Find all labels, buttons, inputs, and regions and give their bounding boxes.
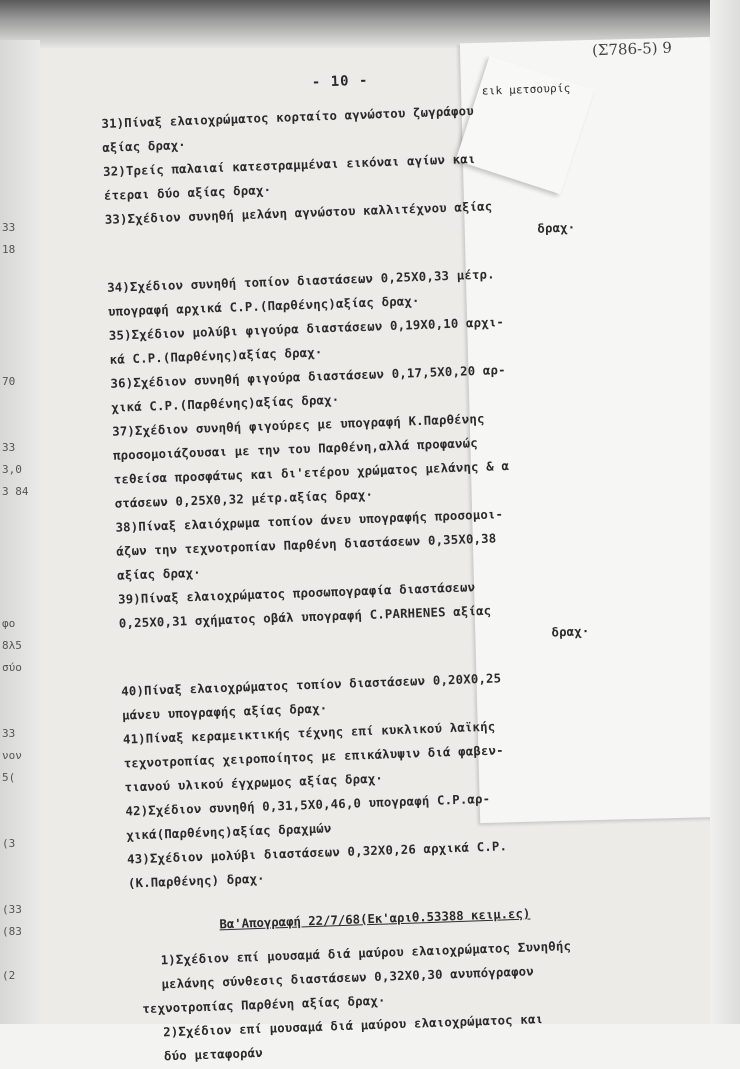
inventory-line: δραχ· (537, 220, 576, 236)
inventory-line: χικά(Παρθένης)αξίας δραχμών (126, 821, 332, 843)
inventory-line: 35)Σχέδιον μολύβι φιγούρα διαστάσεων 0,19X0,10 αρχι- (108, 315, 505, 343)
margin-mark: (2 (2, 969, 16, 982)
margin-mark (2, 591, 40, 613)
section-lines (130, 933, 614, 1069)
section-line: 2)Σχέδιον επί μουσαμά διά μαύρου ελαιοχρώματος και (162, 1012, 544, 1040)
inventory-line: τεχνοτροπίας χειροποίητος με επικάλυψιν διά φαβεν- (123, 743, 504, 771)
margin-mark (2, 525, 40, 547)
inventory-line: 37)Σχέδιον συνηθή φιγούρες με υπογραφή Κ.Παρθένης (111, 411, 485, 439)
margin-mark (2, 415, 40, 437)
margin-mark: (83 (2, 925, 22, 938)
inventory-line: έτεραι δύο αξίας δραχ· (103, 183, 272, 203)
inventory-line: 40)Πίναξ ελαιοχρώματος τοπίον διαστάσεων 0,20X0,25 (121, 671, 502, 699)
margin-mark: 18 (2, 243, 16, 256)
margin-mark (2, 811, 40, 833)
inventory-line: προσομοιάζουσαι με την του Παρθένη,αλλά προφανώς (112, 436, 479, 463)
inventory-line: 34)Σχέδιον συνηθή τοπίον διαστάσεων 0,25X0,33 μέτρ. (106, 267, 495, 295)
margin-mark: 8λ5 (2, 639, 22, 652)
inventory-line: στάσεων 0,25X0,32 μέτρ.αξίας δραχ· (114, 487, 374, 511)
inventory-line: κά C.P.(Παρθένης)αξίας δραχ· (109, 345, 323, 367)
inventory-line: 41)Πίναξ κεραμεικτικής τέχνης επί κυκλικού λαϊκής (122, 719, 496, 747)
inventory-line: 36)Σχέδιον συνηθή φιγούρα διαστάσεων 0,17,5X0,20 αρ- (110, 363, 506, 391)
section-title: Βα'Απογραφή 22/7/68(Εκ'αριθ.53388 κειμ.ες) (219, 906, 531, 932)
left-margin-marks (2, 195, 40, 987)
inventory-line: 39)Πίναξ ελαιοχρώματος προσωπογραφία διαστάσεων (117, 580, 476, 607)
margin-mark: 3 84 (2, 485, 29, 498)
margin-mark (2, 679, 40, 701)
inventory-line: τεθείσα προσφάτως και δι'ετέρου χρώματος μελάνης & α (113, 458, 510, 487)
inventory-line: 32)Τρείς παλαιαί κατεστραμμέναι εικόναι αγίων και (102, 151, 476, 179)
inventory-line: 33)Σχέδιον συνηθή μελάνη αγνώστου καλλιτέχνου αξίας (104, 199, 493, 227)
page-number: - 10 - (311, 72, 369, 91)
margin-mark (2, 393, 40, 415)
inventory-line: χικά C.P.(Παρθένης)αξίας δραχ· (111, 392, 340, 415)
section-line: μελάνης σύνθεσις διαστάσεων 0,32X0,30 ανυπόγραφον (161, 964, 535, 992)
margin-mark (2, 283, 40, 305)
inventory-line: αξίας δραχ· (116, 565, 202, 583)
inventory-line: μάνευ υπογραφής αξίας δραχ· (121, 701, 328, 723)
inventory-line: 42)Σχέδιον συνηθή 0,31,5X0,46,0 υπογραφή C.P.αρ- (125, 791, 491, 819)
margin-mark (2, 195, 40, 217)
margin-mark (2, 261, 40, 283)
margin-mark (2, 349, 40, 371)
margin-mark (2, 877, 40, 899)
inventory-line: άζων την τεχνοτροπίαν Παρθένη διαστάσεων 0,35X0,38 (116, 531, 497, 559)
section-line: δύο μεταφοράν (163, 1045, 264, 1064)
margin-mark (2, 701, 40, 723)
margin-mark: (33 (2, 903, 22, 916)
section-line: 1)Σχέδιον επί μουσαμά διά μαύρου ελαιοχρώματος Συνηθής (160, 939, 572, 968)
margin-mark: σύο (2, 661, 22, 674)
margin-mark (2, 305, 40, 327)
margin-mark (2, 503, 40, 525)
margin-mark (2, 789, 40, 811)
margin-mark: 3,0 (2, 463, 22, 476)
margin-mark: (3 (2, 837, 16, 850)
margin-mark: νον (2, 749, 22, 762)
inventory-line: 38)Πίναξ ελαιόχρωμα τοπίον άνευ υπογραφής προσομοι- (115, 507, 504, 535)
margin-mark: 70 (2, 375, 16, 388)
margin-mark: 33 (2, 727, 16, 740)
scan-right-edge (710, 0, 740, 1024)
inventory-line: τιανού υλικού έγχρωμος αξίας δραχ· (124, 771, 384, 795)
margin-mark (2, 327, 40, 349)
margin-mark (2, 547, 40, 569)
reference-note: (Σ786-5) 9 (591, 38, 673, 60)
margin-mark (2, 855, 40, 877)
inventory-lines (101, 95, 608, 895)
margin-mark: φο (2, 617, 16, 630)
top-note: ειk μετσουρίς (481, 81, 571, 98)
margin-mark: 33 (2, 221, 16, 234)
margin-mark: 5( (2, 771, 16, 784)
inventory-line: δραχ· (551, 624, 590, 640)
inventory-line: 0,25X0,31 σχήματος οβάλ υπογραφή C.PARHENES αξίας (118, 603, 492, 631)
margin-mark: 33 (2, 441, 16, 454)
inventory-line: 31)Πίναξ ελαιοχρώματος κορταίτο αγνώστου ζωγράφου (101, 103, 475, 131)
margin-mark (2, 569, 40, 591)
inventory-line: αξίας δραχ· (102, 138, 187, 155)
section-line: τεχνοτροπίας Παρθένη αξίας δραχ· (142, 993, 386, 1017)
inventory-line: (Κ.Παρθένης) δραχ· (127, 871, 266, 891)
inventory-line: 43)Σχέδιον μολύβι διαστάσεων 0,32X0,26 αρχικά C.P. (126, 839, 508, 867)
typed-document-text (100, 65, 614, 1069)
inventory-line: υπογραφή αρχικά C.P.(Παρθένης)αξίας δραχ· (107, 293, 420, 319)
margin-mark (2, 943, 40, 965)
